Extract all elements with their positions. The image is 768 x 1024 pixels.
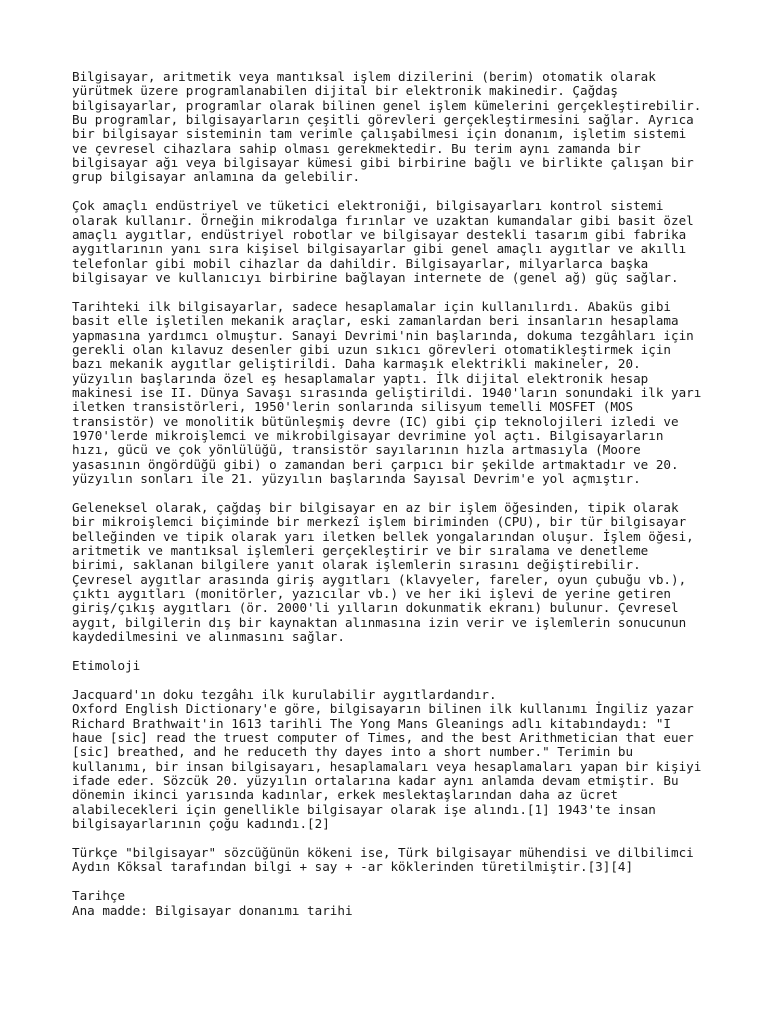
text-line: alabilecekleri için genellikle bilgisayar olarak işe alındı.[1] 1943'te insan: [72, 801, 656, 817]
paragraph: [72, 688, 752, 831]
text-line: Bilgisayar, aritmetik veya mantıksal işlem dizilerini (berim) otomatik olarak: [72, 69, 656, 84]
text-line: yürütmek üzere programlanabilen dijital bir elektronik makinedir. Çağdaş: [72, 83, 618, 99]
text-line: yasasının öngördüğü gibi) o zamandan beri çarpıcı bir şekilde artmaktadır ve 20.: [72, 456, 679, 472]
text-line: [sic] breathed, and he reduceth thy dayes into a short number." Terimin bu: [72, 744, 634, 760]
text-line: Aydın Köksal tarafından bilgi + say + -ar köklerinden türetilmiştir.[3][4]: [72, 859, 634, 875]
text-line: hızı, gücü ve çok yönlülüğü, transistör sayılarının hızla artmasıyla (Moore: [72, 442, 641, 458]
text-line: iletken transistörleri, 1950'lerin sonlarında silisyum temelli MOSFET (MOS: [72, 399, 634, 415]
text-line: makinesi ise II. Dünya Savaşı sırasında geliştirildi. 1940'ların sonundaki ilk yarı: [72, 385, 702, 401]
text-line: bilgisayar ağı veya bilgisayar kümesi gibi birbirine bağlı ve birlikte çalışan bir: [72, 155, 694, 171]
text-line: Çevresel aygıtlar arasında giriş aygıtları (klavyeler, fareler, oyun çubuğu vb.),: [72, 571, 687, 587]
text-line: Jacquard'ın doku tezgâhı ilk kurulabilir aygıtlardandır.: [72, 687, 497, 703]
text-line: Geleneksel olarak, çağdaş bir bilgisayar en az bir işlem öğesinden, tipik olarak: [72, 500, 679, 516]
text-line: basit elle işletilen mekanik araçlar, eski zamanlardan beri insanların hesaplama: [72, 313, 679, 329]
text-line: ve çevresel cihazlara sahip olması gerekmektedir. Bu terim aynı zamanda bir: [72, 140, 641, 156]
paragraph: [72, 659, 752, 673]
paragraph: [72, 300, 752, 486]
paragraph: [72, 199, 752, 285]
text-line: bir bilgisayar sisteminin tam verimle çalışabilmesi için donanım, işletim sistemi: [72, 126, 687, 142]
paragraph: [72, 501, 752, 644]
text-line: yapmasına yardımcı olmuştur. Sanayi Devrimi'nin başlarında, dokuma tezgâhları için: [72, 327, 694, 343]
text-line: kullanımı, bir insan bilgisayarı, hesaplamaları veya hesaplamaları yapan bir kişiyi: [72, 758, 702, 774]
text-line: bilgisayarlar, programlar olarak bilinen genel işlem kümelerini gerçekleştirebilir.: [72, 97, 702, 113]
text-line: 1970'lerde mikroişlemci ve mikrobilgisayar devrimine yol açtı. Bilgisayarların: [72, 428, 664, 444]
text-line: Tarihçe: [72, 888, 126, 904]
text-line: gerekli olan kılavuz desenler gibi uzun sıkıcı görevleri otomatikleştirmek için: [72, 342, 671, 358]
text-line: çıktı aygıtları (monitörler, yazıcılar vb.) ve her iki işlevi de yerine getiren: [72, 586, 671, 602]
text-line: bilgisayar ve kullanıcıyı birbirine bağlayan internete de (genel ağ) güç sağlar.: [72, 270, 679, 286]
text-line: kaydedilmesini ve alınmasını sağlar.: [72, 629, 345, 645]
text-line: yüzyılın sonları ile 21. yüzyılın başlarında Sayısal Devrim'e yol açmıştır.: [72, 471, 641, 487]
text-line: transistör) ve monolitik bütünleşmiş devre (IC) gibi çip teknolojileri izledi ve: [72, 413, 679, 429]
text-line: bir mikroişlemci biçiminde bir merkezî işlem biriminden (CPU), bir tür bilgisayar: [72, 514, 687, 530]
paragraph: [72, 889, 752, 918]
text-line: grup bilgisayar anlamına da gelebilir.: [72, 169, 361, 185]
text-line: bilgisayarlarının çoğu kadındı.[2]: [72, 816, 330, 832]
text-line: haue [sic] read the truest computer of Times, and the best Arithmetician that euer: [72, 730, 694, 746]
text-line: yüzyılın başlarında özel eş hesaplamalar yaptı. İlk dijital elektronik hesap: [72, 370, 649, 386]
text-line: Çok amaçlı endüstriyel ve tüketici elektroniği, bilgisayarları kontrol sistemi: [72, 198, 664, 214]
text-line: aygıtlarının yanı sıra kişisel bilgisayarlar gibi genel amaçlı aygıtlar ve akıllı: [72, 241, 687, 257]
document-page: [72, 70, 752, 933]
text-line: Etimoloji: [72, 658, 141, 674]
text-line: aygıt, bilgilerin dış bir kaynaktan alınmasına izin verir ve işlemlerin sonucunun: [72, 614, 687, 630]
text-line: amaçlı aygıtlar, endüstriyel robotlar ve bilgisayar destekli tasarım gibi fabrika: [72, 227, 687, 243]
text-line: birimi, saklanan bilgilere yanıt olarak işlemlerin sırasını değiştirebilir.: [72, 557, 641, 573]
text-line: giriş/çıkış aygıtları (ör. 2000'li yılların dokunmatik ekranı) bulunur. Çevresel: [72, 600, 679, 616]
text-line: Tarihteki ilk bilgisayarlar, sadece hesaplamalar için kullanılırdı. Abaküs gibi: [72, 299, 671, 314]
paragraph: [72, 70, 752, 185]
paragraph: [72, 846, 752, 875]
text-line: Oxford English Dictionary'e göre, bilgisayarın bilinen ilk kullanımı İngiliz yazar: [72, 701, 694, 717]
text-line: Bu programlar, bilgisayarların çeşitli görevleri gerçekleştirmesini sağlar. Ayrıca: [72, 112, 694, 128]
text-line: aritmetik ve mantıksal işlemleri gerçekleştirir ve bir sıralama ve denetleme: [72, 543, 649, 559]
text-line: belleğinden ve tipik olarak yarı iletken bellek yongalarından oluşur. İşlem öğesi,: [72, 528, 694, 544]
text-line: ifade eder. Sözcük 20. yüzyılın ortalarına kadar aynı anlamda devam etmiştir. Bu: [72, 773, 679, 789]
text-line: dönemin ikinci yarısında kadınlar, erkek meslektaşlarından daha az ücret: [72, 787, 618, 803]
text-line: olarak kullanır. Örneğin mikrodalga fırınlar ve uzaktan kumandalar gibi basit özel: [72, 212, 694, 228]
text-line: Türkçe "bilgisayar" sözcüğünün kökeni ise, Türk bilgisayar mühendisi ve dilbilimci: [72, 845, 694, 861]
text-line: Richard Brathwait'in 1613 tarihli The Yong Mans Gleanings adlı kitabındaydı: "I: [72, 715, 671, 731]
text-line: telefonlar gibi mobil cihazlar da dahildir. Bilgisayarlar, milyarlarca başka: [72, 255, 649, 271]
text-line: bazı mekanik aygıtlar geliştirildi. Daha karmaşık elektrikli makineler, 20.: [72, 356, 641, 372]
text-line: Ana madde: Bilgisayar donanımı tarihi: [72, 902, 353, 918]
